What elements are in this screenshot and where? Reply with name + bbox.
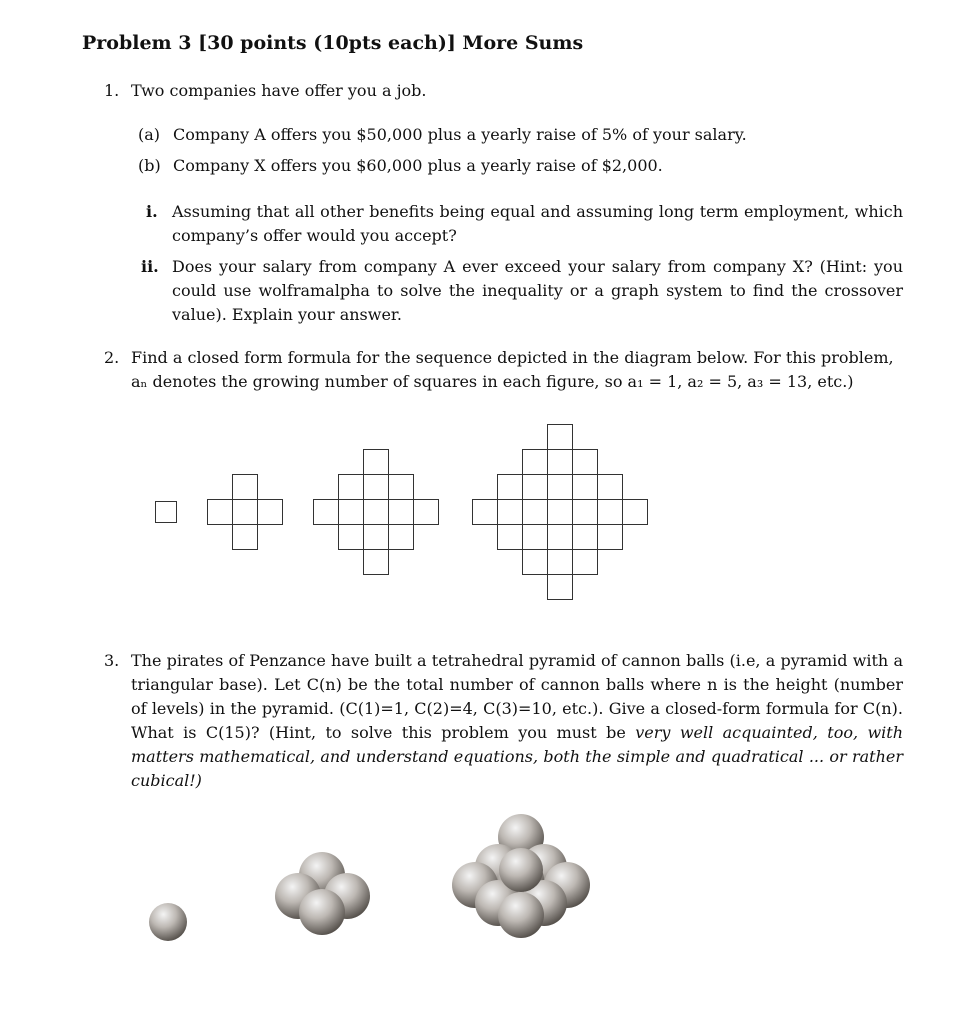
pyramid-3 bbox=[452, 814, 590, 938]
q3-text-normal: The pirates of Penzance have built a tetrahedral pyramid of cannon balls (i.e, a pyramid with a triangular base). Let C(n) be the total number of cannon balls where n is the height (number of levels) in the pyramid. (C(1)=1, C(2)=4, C(3)=10, etc.). Give a closed-form formula for C(n). What is C(15)? (Hint, to solve this problem you must be bbox=[131, 651, 903, 742]
q1b-text: Company X offers you $60,000 plus a yearly raise of $2,000. bbox=[173, 156, 663, 175]
q1-number: 1. bbox=[104, 81, 120, 100]
q3-text-italic: very well acquainted, too, with matters mathematical, and understand equations, both the simple and quadratical ... or rather cubical!) bbox=[131, 723, 903, 790]
q2-line1: Find a closed form formula for the sequence depicted in the diagram below. For this problem, bbox=[131, 348, 894, 367]
cannon-ball bbox=[149, 903, 187, 941]
q1a-label: (a) bbox=[138, 125, 161, 144]
q2-line2: aₙ denotes the growing number of squares in each figure, so a₁ = 1, a₂ = 5, a₃ = 13, etc.) bbox=[131, 372, 854, 391]
q1-i-label: i. bbox=[146, 202, 158, 221]
problem-title: Problem 3 [30 points (10pts each)] More Sums bbox=[82, 32, 584, 54]
pyramid-1 bbox=[149, 903, 187, 941]
q1a-text: Company A offers you $50,000 plus a yearly raise of 5% of your salary. bbox=[173, 125, 747, 144]
pyramid-2 bbox=[275, 852, 370, 935]
q1b-label: (b) bbox=[138, 156, 161, 175]
cannon-ball bbox=[498, 892, 544, 938]
cannon-ball bbox=[299, 889, 345, 935]
q1-ii-label: ii. bbox=[141, 257, 159, 276]
cannon-ball bbox=[499, 848, 543, 892]
q2-number: 2. bbox=[104, 348, 120, 367]
q3-number: 3. bbox=[104, 651, 120, 670]
q1-text: Two companies have offer you a job. bbox=[131, 81, 427, 100]
q1-ii-text: Does your salary from company A ever exceed your salary from company X? (Hint: you could use wolframalpha to solve the inequality or a graph system to find the crossover value). Explain your answer. bbox=[172, 257, 903, 324]
q1-i-text: Assuming that all other benefits being equal and assuming long term employment, which company’s offer would you accept? bbox=[172, 202, 903, 245]
